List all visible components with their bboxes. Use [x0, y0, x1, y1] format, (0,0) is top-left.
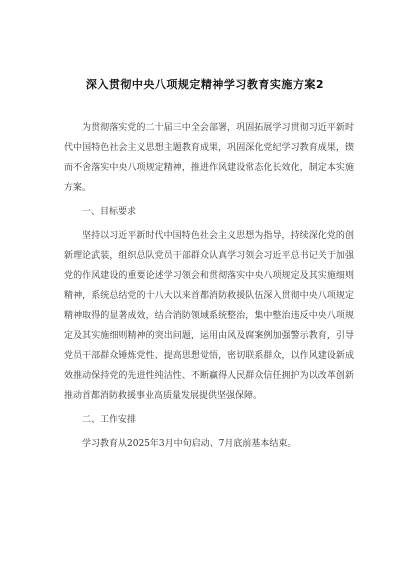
document-body: [64, 118, 354, 457]
goals-paragraph: 坚持以习近平新时代中国特色社会主义思想为指导，持续深化党的创新理论武装，组织总队党员干部群众认真学习领会习近平总书记关于加强党的作风建设的重要论述学习领会和贯彻落实中央八项规定及其实施细则精神，系统总结党的十八大以来首都消防救援队伍深入贯彻中央八项规定精神取得的显著成效，结合消防领域系统整治，集中整治违反中央八项规定及其实施细则精神的突出问题，运用由风及腐案例加强警示教育，引导党员干部群众锤炼党性、提高思想觉悟，密切联系群众，以作风建设新成效推动保持党的先进性纯洁性、不断赢得人民群众信任拥护为以改革创新推动首都消防救援事业高质量发展提供坚强保障。: [64, 231, 354, 401]
document-title: 深入贯彻中央八项规定精神学习教育实施方案2: [85, 78, 325, 91]
section-heading-arrangement: 二、工作安排: [82, 415, 137, 425]
arrangement-paragraph: 学习教育从2025年3月中旬启动、7月底前基本结束。: [82, 439, 297, 449]
section-heading-goals: 一、目标要求: [82, 207, 137, 217]
intro-paragraph: 为贯彻落实党的二十届三中全会部署，巩固拓展学习贯彻习近平新时代中国特色社会主义思想主题教育成果，巩固深化党纪学习教育成果，锲而不舍落实中央八项规定精神，推进作风建设常态化长效化，制定本实施方案。: [64, 123, 354, 193]
